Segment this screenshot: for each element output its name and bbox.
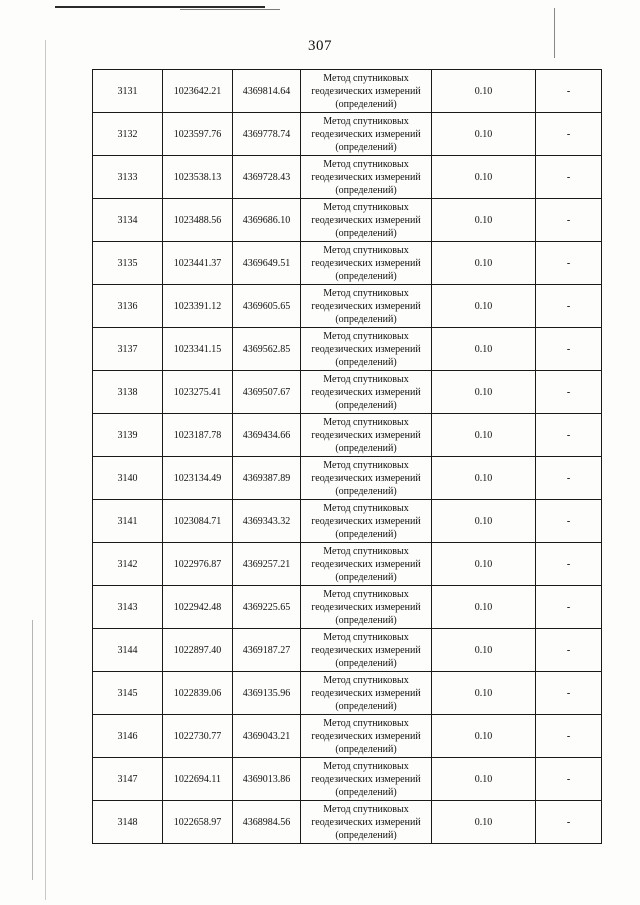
accuracy-cell: 0.10 — [432, 500, 536, 543]
page-number: 307 — [308, 38, 332, 54]
method-line: (определений) — [335, 700, 397, 712]
scan-edge-line — [55, 6, 265, 8]
note-cell: - — [536, 113, 602, 156]
table-row — [93, 156, 602, 199]
table-row — [93, 414, 602, 457]
x-coordinate-cell: 1023391.12 — [163, 285, 233, 328]
note-cell: - — [536, 371, 602, 414]
table-row — [93, 801, 602, 844]
method-cell — [301, 543, 432, 586]
method-line: Метод спутниковых — [323, 158, 409, 170]
method-line: (определений) — [335, 399, 397, 411]
method-line: (определений) — [335, 227, 397, 239]
method-line: геодезических измерений — [311, 343, 421, 355]
note-cell: - — [536, 801, 602, 844]
y-coordinate-cell: 4369605.65 — [233, 285, 301, 328]
method-cell — [301, 586, 432, 629]
method-line: геодезических измерений — [311, 214, 421, 226]
method-line: Метод спутниковых — [323, 244, 409, 256]
accuracy-cell: 0.10 — [432, 199, 536, 242]
point-number-cell: 3133 — [93, 156, 163, 199]
y-coordinate-cell: 4369135.96 — [233, 672, 301, 715]
y-coordinate-cell: 4369387.89 — [233, 457, 301, 500]
accuracy-cell: 0.10 — [432, 156, 536, 199]
method-cell — [301, 414, 432, 457]
y-coordinate-cell: 4369728.43 — [233, 156, 301, 199]
table-row — [93, 457, 602, 500]
accuracy-cell: 0.10 — [432, 285, 536, 328]
method-line: геодезических измерений — [311, 171, 421, 183]
x-coordinate-cell: 1023341.15 — [163, 328, 233, 371]
table-row — [93, 500, 602, 543]
y-coordinate-cell: 4369562.85 — [233, 328, 301, 371]
point-number-cell: 3136 — [93, 285, 163, 328]
note-cell: - — [536, 500, 602, 543]
x-coordinate-cell: 1023597.76 — [163, 113, 233, 156]
accuracy-cell: 0.10 — [432, 758, 536, 801]
x-coordinate-cell: 1022694.11 — [163, 758, 233, 801]
method-line: геодезических измерений — [311, 773, 421, 785]
method-line: (определений) — [335, 270, 397, 282]
x-coordinate-cell: 1022839.06 — [163, 672, 233, 715]
method-cell — [301, 70, 432, 113]
point-number-cell: 3132 — [93, 113, 163, 156]
point-number-cell: 3146 — [93, 715, 163, 758]
accuracy-cell: 0.10 — [432, 328, 536, 371]
x-coordinate-cell: 1023538.13 — [163, 156, 233, 199]
method-line: геодезических измерений — [311, 644, 421, 656]
y-coordinate-cell: 4369434.66 — [233, 414, 301, 457]
y-coordinate-cell: 4369778.74 — [233, 113, 301, 156]
point-number-cell: 3137 — [93, 328, 163, 371]
note-cell: - — [536, 758, 602, 801]
method-line: Метод спутниковых — [323, 588, 409, 600]
accuracy-cell: 0.10 — [432, 457, 536, 500]
x-coordinate-cell: 1022730.77 — [163, 715, 233, 758]
table-row — [93, 586, 602, 629]
point-number-cell: 3139 — [93, 414, 163, 457]
method-line: геодезических измерений — [311, 128, 421, 140]
method-cell — [301, 672, 432, 715]
point-number-cell: 3134 — [93, 199, 163, 242]
table-row — [93, 328, 602, 371]
note-cell: - — [536, 328, 602, 371]
table-row — [93, 758, 602, 801]
method-cell — [301, 199, 432, 242]
method-line: геодезических измерений — [311, 515, 421, 527]
table-row — [93, 242, 602, 285]
method-line: геодезических измерений — [311, 601, 421, 613]
note-cell: - — [536, 543, 602, 586]
point-number-cell: 3145 — [93, 672, 163, 715]
note-cell: - — [536, 156, 602, 199]
y-coordinate-cell: 4369343.32 — [233, 500, 301, 543]
method-line: (определений) — [335, 141, 397, 153]
y-coordinate-cell: 4369507.67 — [233, 371, 301, 414]
method-line: (определений) — [335, 356, 397, 368]
x-coordinate-cell: 1023084.71 — [163, 500, 233, 543]
note-cell: - — [536, 199, 602, 242]
method-line: Метод спутниковых — [323, 502, 409, 514]
method-line: геодезических измерений — [311, 558, 421, 570]
y-coordinate-cell: 4369043.21 — [233, 715, 301, 758]
x-coordinate-cell: 1023275.41 — [163, 371, 233, 414]
table-row — [93, 672, 602, 715]
method-cell — [301, 285, 432, 328]
y-coordinate-cell: 4369649.51 — [233, 242, 301, 285]
point-number-cell: 3141 — [93, 500, 163, 543]
method-cell — [301, 758, 432, 801]
method-cell — [301, 715, 432, 758]
method-line: геодезических измерений — [311, 687, 421, 699]
x-coordinate-cell: 1022942.48 — [163, 586, 233, 629]
method-line: Метод спутниковых — [323, 545, 409, 557]
accuracy-cell: 0.10 — [432, 70, 536, 113]
method-line: Метод спутниковых — [323, 72, 409, 84]
table-row — [93, 543, 602, 586]
x-coordinate-cell: 1022897.40 — [163, 629, 233, 672]
table-row — [93, 715, 602, 758]
note-cell: - — [536, 715, 602, 758]
method-line: Метод спутниковых — [323, 674, 409, 686]
method-line: (определений) — [335, 786, 397, 798]
method-line: (определений) — [335, 485, 397, 497]
method-line: Метод спутниковых — [323, 416, 409, 428]
y-coordinate-cell: 4368984.56 — [233, 801, 301, 844]
x-coordinate-cell: 1023134.49 — [163, 457, 233, 500]
table-row — [93, 285, 602, 328]
method-line: Метод спутниковых — [323, 760, 409, 772]
method-cell — [301, 457, 432, 500]
x-coordinate-cell: 1023488.56 — [163, 199, 233, 242]
accuracy-cell: 0.10 — [432, 629, 536, 672]
method-line: геодезических измерений — [311, 816, 421, 828]
method-cell — [301, 500, 432, 543]
method-line: геодезических измерений — [311, 429, 421, 441]
scan-margin-line — [45, 40, 46, 900]
table-row — [93, 371, 602, 414]
method-line: (определений) — [335, 184, 397, 196]
note-cell: - — [536, 586, 602, 629]
point-number-cell: 3135 — [93, 242, 163, 285]
method-cell — [301, 328, 432, 371]
point-number-cell: 3142 — [93, 543, 163, 586]
scan-margin-line — [32, 620, 33, 880]
y-coordinate-cell: 4369187.27 — [233, 629, 301, 672]
method-line: (определений) — [335, 313, 397, 325]
accuracy-cell: 0.10 — [432, 113, 536, 156]
note-cell: - — [536, 629, 602, 672]
point-number-cell: 3140 — [93, 457, 163, 500]
coordinates-table-body — [93, 70, 602, 844]
accuracy-cell: 0.10 — [432, 543, 536, 586]
accuracy-cell: 0.10 — [432, 586, 536, 629]
note-cell: - — [536, 285, 602, 328]
note-cell: - — [536, 242, 602, 285]
method-line: геодезических измерений — [311, 300, 421, 312]
method-line: геодезических измерений — [311, 386, 421, 398]
method-line: (определений) — [335, 657, 397, 669]
x-coordinate-cell: 1022658.97 — [163, 801, 233, 844]
accuracy-cell: 0.10 — [432, 715, 536, 758]
y-coordinate-cell: 4369013.86 — [233, 758, 301, 801]
method-cell — [301, 371, 432, 414]
note-cell: - — [536, 672, 602, 715]
method-line: Метод спутниковых — [323, 115, 409, 127]
method-cell — [301, 629, 432, 672]
point-number-cell: 3143 — [93, 586, 163, 629]
x-coordinate-cell: 1023441.37 — [163, 242, 233, 285]
method-line: Метод спутниковых — [323, 631, 409, 643]
point-number-cell: 3148 — [93, 801, 163, 844]
coordinates-table — [92, 69, 602, 844]
method-line: Метод спутниковых — [323, 201, 409, 213]
method-line: (определений) — [335, 743, 397, 755]
y-coordinate-cell: 4369257.21 — [233, 543, 301, 586]
method-line: геодезических измерений — [311, 85, 421, 97]
table-row — [93, 199, 602, 242]
note-cell: - — [536, 70, 602, 113]
x-coordinate-cell: 1023187.78 — [163, 414, 233, 457]
scan-edge-line — [180, 9, 280, 10]
x-coordinate-cell: 1023642.21 — [163, 70, 233, 113]
method-line: Метод спутниковых — [323, 717, 409, 729]
table-row — [93, 70, 602, 113]
point-number-cell: 3138 — [93, 371, 163, 414]
method-line: (определений) — [335, 614, 397, 626]
point-number-cell: 3144 — [93, 629, 163, 672]
accuracy-cell: 0.10 — [432, 414, 536, 457]
point-number-cell: 3131 — [93, 70, 163, 113]
note-cell: - — [536, 457, 602, 500]
method-cell — [301, 801, 432, 844]
accuracy-cell: 0.10 — [432, 371, 536, 414]
method-line: геодезических измерений — [311, 730, 421, 742]
method-line: Метод спутниковых — [323, 803, 409, 815]
method-line: (определений) — [335, 528, 397, 540]
x-coordinate-cell: 1022976.87 — [163, 543, 233, 586]
y-coordinate-cell: 4369225.65 — [233, 586, 301, 629]
y-coordinate-cell: 4369686.10 — [233, 199, 301, 242]
note-cell: - — [536, 414, 602, 457]
table-row — [93, 113, 602, 156]
method-line: Метод спутниковых — [323, 287, 409, 299]
method-line: (определений) — [335, 98, 397, 110]
accuracy-cell: 0.10 — [432, 801, 536, 844]
method-line: (определений) — [335, 829, 397, 841]
y-coordinate-cell: 4369814.64 — [233, 70, 301, 113]
method-cell — [301, 156, 432, 199]
accuracy-cell: 0.10 — [432, 242, 536, 285]
method-cell — [301, 242, 432, 285]
method-line: (определений) — [335, 442, 397, 454]
method-line: геодезических измерений — [311, 472, 421, 484]
accuracy-cell: 0.10 — [432, 672, 536, 715]
method-line: Метод спутниковых — [323, 373, 409, 385]
method-line: Метод спутниковых — [323, 330, 409, 342]
method-line: геодезических измерений — [311, 257, 421, 269]
table-row — [93, 629, 602, 672]
point-number-cell: 3147 — [93, 758, 163, 801]
method-line: Метод спутниковых — [323, 459, 409, 471]
method-cell — [301, 113, 432, 156]
method-line: (определений) — [335, 571, 397, 583]
